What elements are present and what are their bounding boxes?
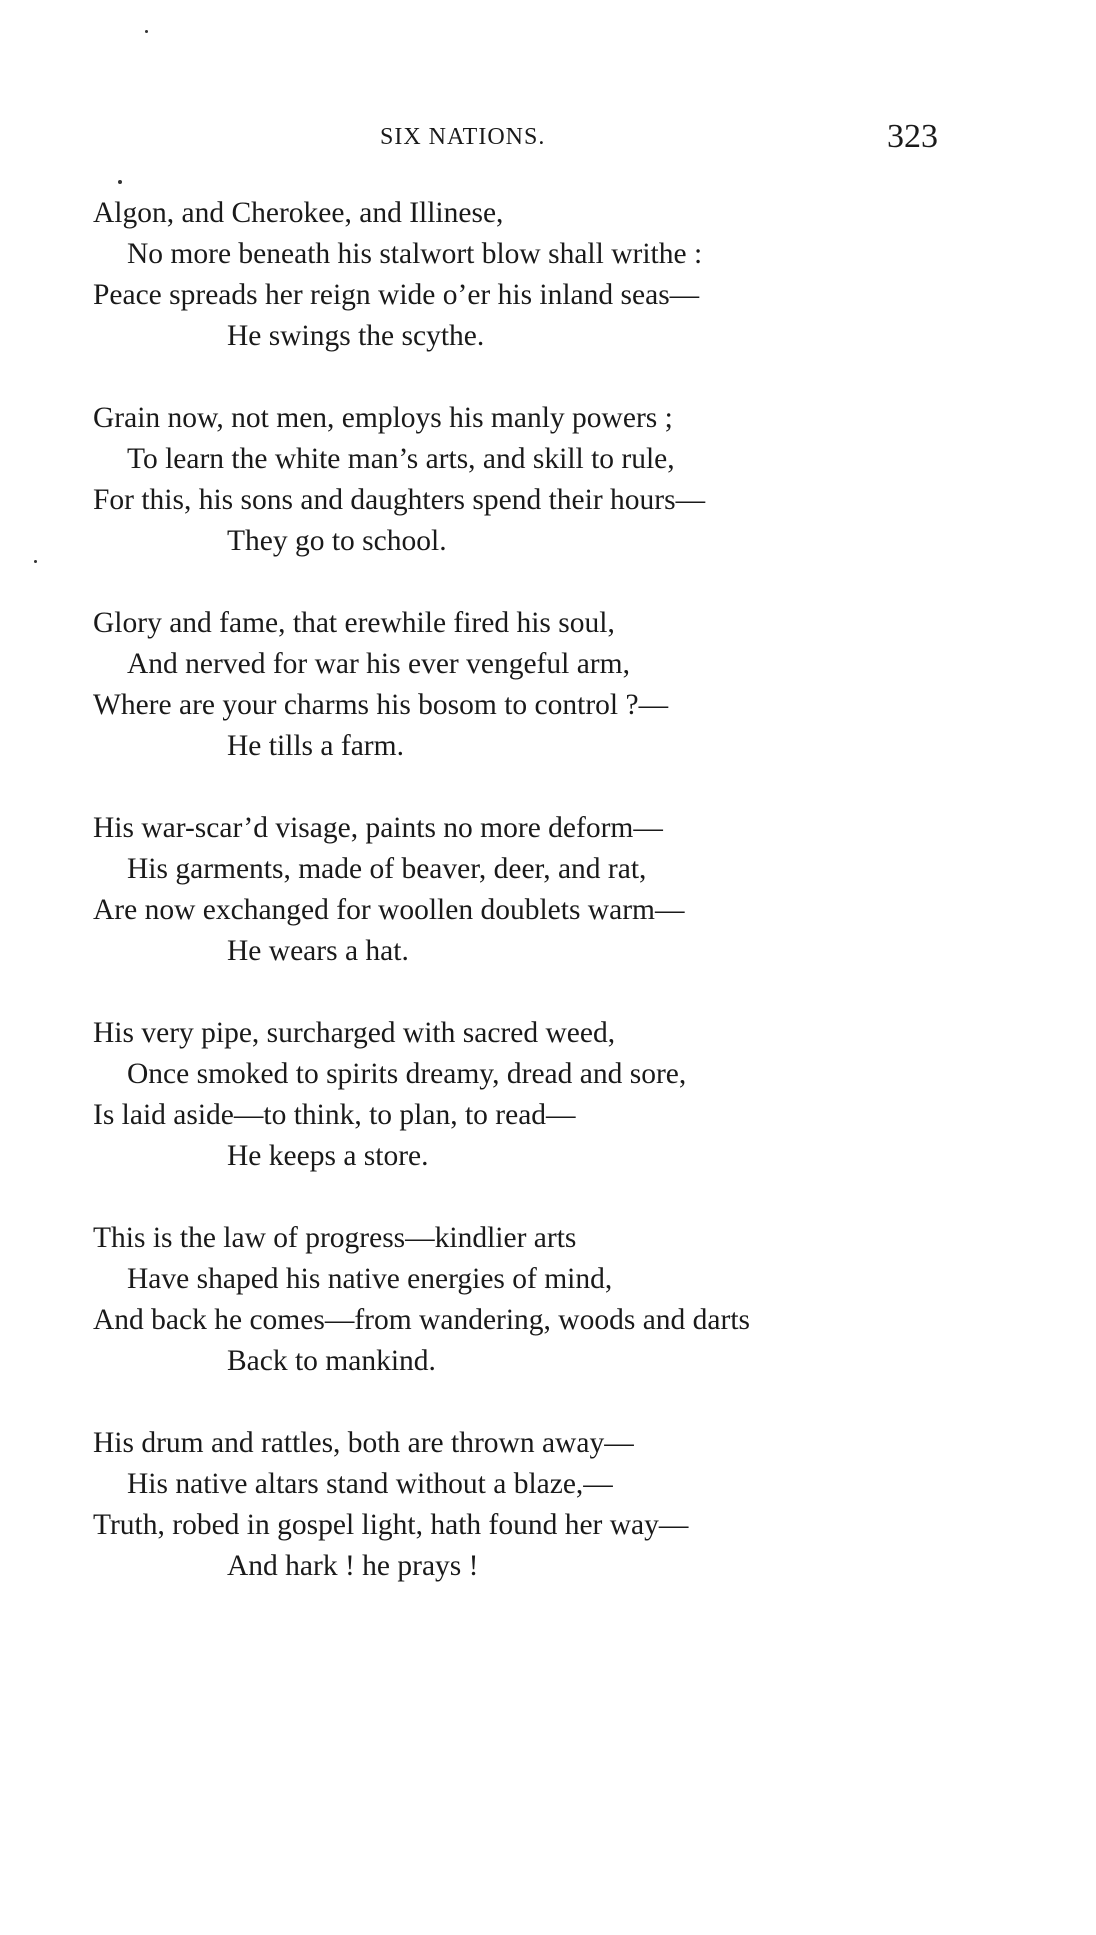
poem-line: This is the law of progress—kindlier arts: [93, 1222, 577, 1254]
stanza: [93, 603, 993, 767]
stanza: [93, 1423, 993, 1587]
stanza: [93, 808, 993, 972]
poem-refrain-line: They go to school.: [227, 525, 447, 557]
poem-line: Algon, and Cherokee, and Illinese,: [93, 197, 504, 229]
poem-refrain-line: He keeps a store.: [227, 1140, 429, 1172]
poem-line: His garments, made of beaver, deer, and rat,: [127, 853, 647, 885]
stanza: [93, 193, 993, 357]
running-head: [0, 118, 1096, 158]
poem-refrain-line: Back to mankind.: [227, 1345, 436, 1377]
poem-line: His native altars stand without a blaze,—: [127, 1468, 613, 1500]
poem-refrain-line: And hark ! he prays !: [227, 1550, 479, 1582]
poem-line: Peace spreads her reign wide o’er his inland seas—: [93, 279, 700, 311]
poem-line: Have shaped his native energies of mind,: [127, 1263, 613, 1295]
poem-refrain-line: He wears a hat.: [227, 935, 409, 967]
poem-line: His drum and rattles, both are thrown away—: [93, 1427, 634, 1459]
poem-line: To learn the white man’s arts, and skill to rule,: [127, 443, 675, 475]
ink-speck: [118, 180, 122, 184]
poem-refrain-line: He swings the scythe.: [227, 320, 485, 352]
poem-line: Where are your charms his bosom to control ?—: [93, 689, 669, 721]
poem-line: Glory and fame, that erewhile fired his soul,: [93, 607, 615, 639]
ink-speck: [34, 560, 37, 563]
poem-line: For this, his sons and daughters spend their hours—: [93, 484, 706, 516]
stanza: [93, 1218, 993, 1382]
poem-line: His very pipe, surcharged with sacred weed,: [93, 1017, 616, 1049]
poem-line: Is laid aside—to think, to plan, to read—: [93, 1099, 576, 1131]
poem-line: No more beneath his stalwort blow shall writhe :: [127, 238, 703, 270]
poem-line: His war-scar’d visage, paints no more deform—: [93, 812, 663, 844]
poem-line: Are now exchanged for woollen doublets warm—: [93, 894, 685, 926]
poem-refrain-line: He tills a farm.: [227, 730, 404, 762]
running-title: SIX NATIONS.: [380, 124, 546, 150]
stanza: [93, 398, 993, 562]
poem-line: Truth, robed in gospel light, hath found her way—: [93, 1509, 689, 1541]
ink-speck: [145, 30, 148, 33]
poem-line: And nerved for war his ever vengeful arm,: [127, 648, 630, 680]
page-number: 323: [887, 118, 938, 155]
poem: [93, 193, 993, 1628]
poem-line: Grain now, not men, employs his manly powers ;: [93, 402, 673, 434]
stanza: [93, 1013, 993, 1177]
poem-line: And back he comes—from wandering, woods and darts: [93, 1304, 751, 1336]
poem-line: Once smoked to spirits dreamy, dread and sore,: [127, 1058, 687, 1090]
